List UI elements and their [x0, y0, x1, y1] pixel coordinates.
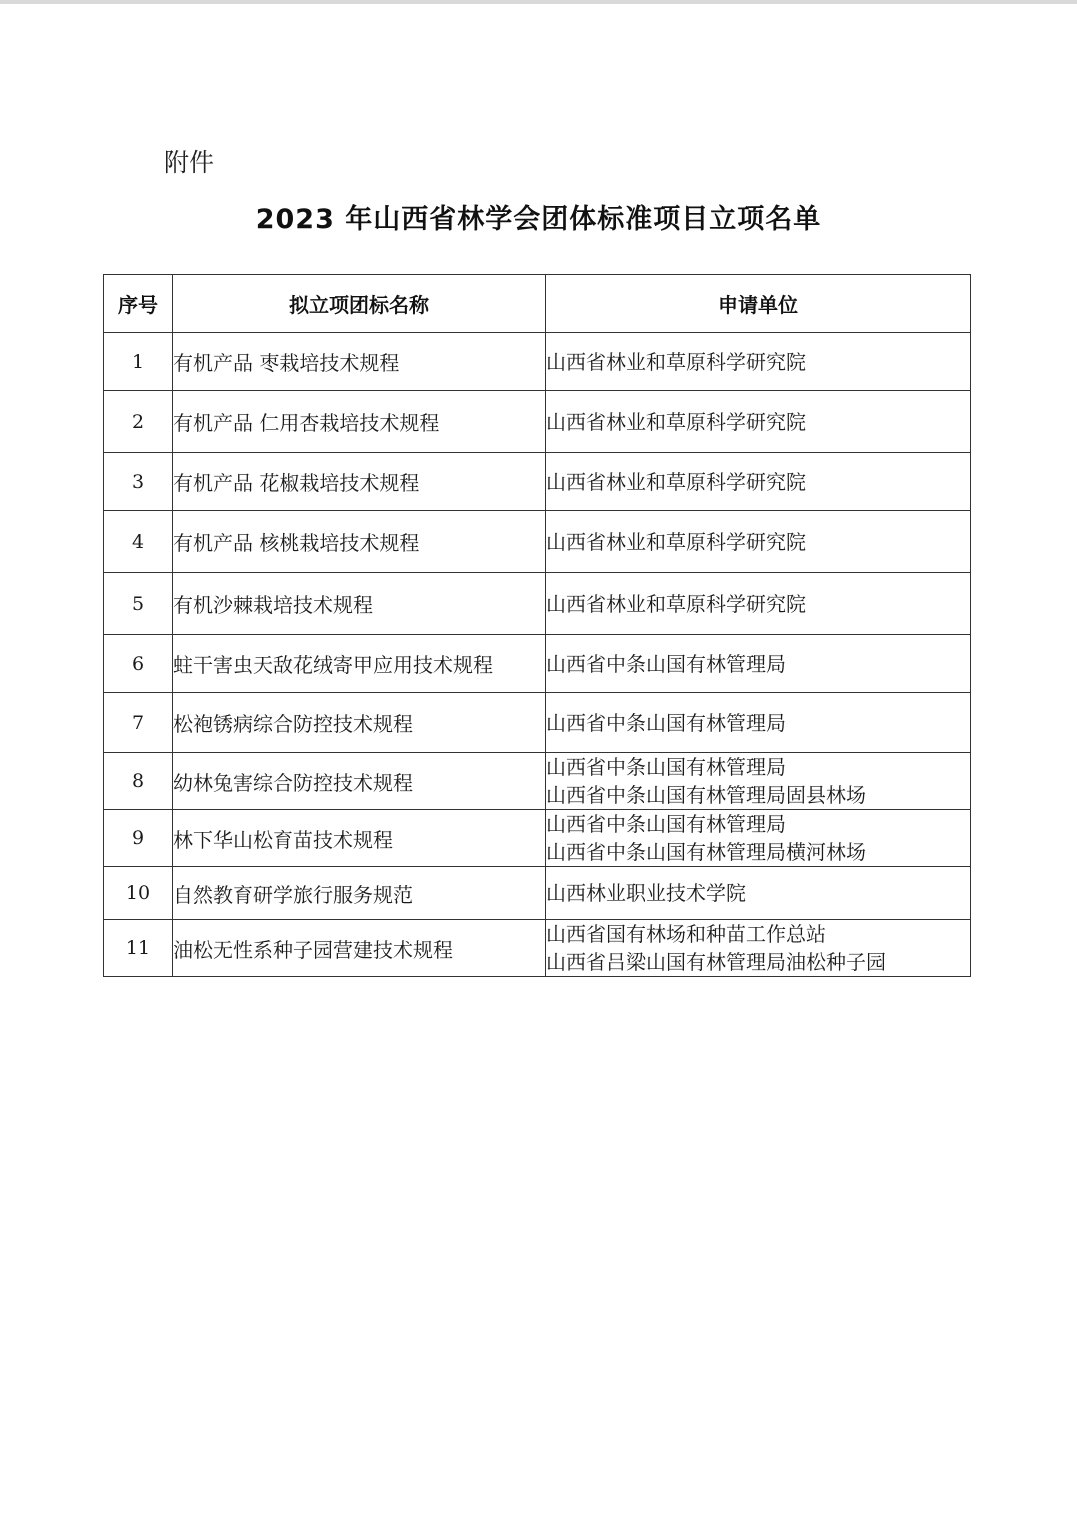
standard-name: 林下华山松育苗技术规程 [173, 810, 546, 867]
standard-name: 有机产品 仁用杏栽培技术规程 [173, 391, 546, 453]
unit-line: 山西省林业和草原科学研究院 [546, 409, 806, 434]
applicant-unit [546, 753, 971, 810]
unit-line: 山西省中条山国有林管理局 [546, 755, 786, 779]
unit-line: 山西省中条山国有林管理局 [546, 651, 786, 676]
applicant-unit [546, 635, 971, 693]
unit-line: 山西省中条山国有林管理局 [546, 812, 786, 836]
row-number: 10 [104, 867, 173, 920]
unit-line: 山西林业职业技术学院 [546, 881, 746, 905]
attachment-label: 附件 [164, 148, 215, 177]
standard-name: 松袍锈病综合防控技术规程 [173, 693, 546, 753]
unit-line: 山西省中条山国有林管理局 [546, 710, 786, 735]
row-number: 2 [104, 391, 173, 453]
applicant-unit [546, 693, 971, 753]
table-row [104, 920, 971, 977]
table-row [104, 453, 971, 511]
row-number: 7 [104, 693, 173, 753]
standard-name: 蛀干害虫天敌花绒寄甲应用技术规程 [173, 635, 546, 693]
applicant-unit [546, 573, 971, 635]
applicant-unit [546, 511, 971, 573]
row-number: 1 [104, 333, 173, 391]
unit-line: 山西省林业和草原科学研究院 [546, 529, 806, 554]
unit-line: 山西省林业和草原科学研究院 [546, 591, 806, 616]
table-row [104, 573, 971, 635]
unit-line: 山西省中条山国有林管理局固县林场 [546, 783, 866, 807]
unit-line: 山西省林业和草原科学研究院 [546, 349, 806, 374]
standard-name: 幼林兔害综合防控技术规程 [173, 753, 546, 810]
unit-line: 山西省国有林场和种苗工作总站 [546, 922, 826, 946]
unit-line: 山西省中条山国有林管理局横河林场 [546, 840, 866, 864]
row-number: 5 [104, 573, 173, 635]
standard-name: 有机产品 花椒栽培技术规程 [173, 453, 546, 511]
standard-name: 有机产品 枣栽培技术规程 [173, 333, 546, 391]
applicant-unit [546, 391, 971, 453]
applicant-unit [546, 867, 971, 920]
row-number: 11 [104, 920, 173, 977]
table-row [104, 511, 971, 573]
row-number: 3 [104, 453, 173, 511]
table-row [104, 333, 971, 391]
top-rule [0, 0, 1077, 4]
table-row [104, 391, 971, 453]
applicant-unit [546, 453, 971, 511]
header-number: 序号 [104, 275, 173, 333]
row-number: 6 [104, 635, 173, 693]
applicant-unit [546, 810, 971, 867]
row-number: 4 [104, 511, 173, 573]
table-row [104, 867, 971, 920]
unit-line: 山西省林业和草原科学研究院 [546, 469, 806, 494]
table-row [104, 810, 971, 867]
applicant-unit [546, 920, 971, 977]
applicant-unit [546, 333, 971, 391]
header-standard-name: 拟立项团标名称 [173, 275, 546, 333]
row-number: 9 [104, 810, 173, 867]
table-header-row [104, 275, 971, 333]
table-row [104, 693, 971, 753]
header-applicant-unit: 申请单位 [546, 275, 971, 333]
document-title: 2023 年山西省林学会团体标准项目立项名单 [255, 204, 822, 235]
standard-name: 油松无性系种子园营建技术规程 [173, 920, 546, 977]
unit-line: 山西省吕梁山国有林管理局油松种子园 [546, 950, 886, 974]
standard-name: 自然教育研学旅行服务规范 [173, 867, 546, 920]
standard-name: 有机产品 核桃栽培技术规程 [173, 511, 546, 573]
project-table [103, 274, 971, 977]
table-row [104, 635, 971, 693]
standard-name: 有机沙棘栽培技术规程 [173, 573, 546, 635]
table-row [104, 753, 971, 810]
row-number: 8 [104, 753, 173, 810]
